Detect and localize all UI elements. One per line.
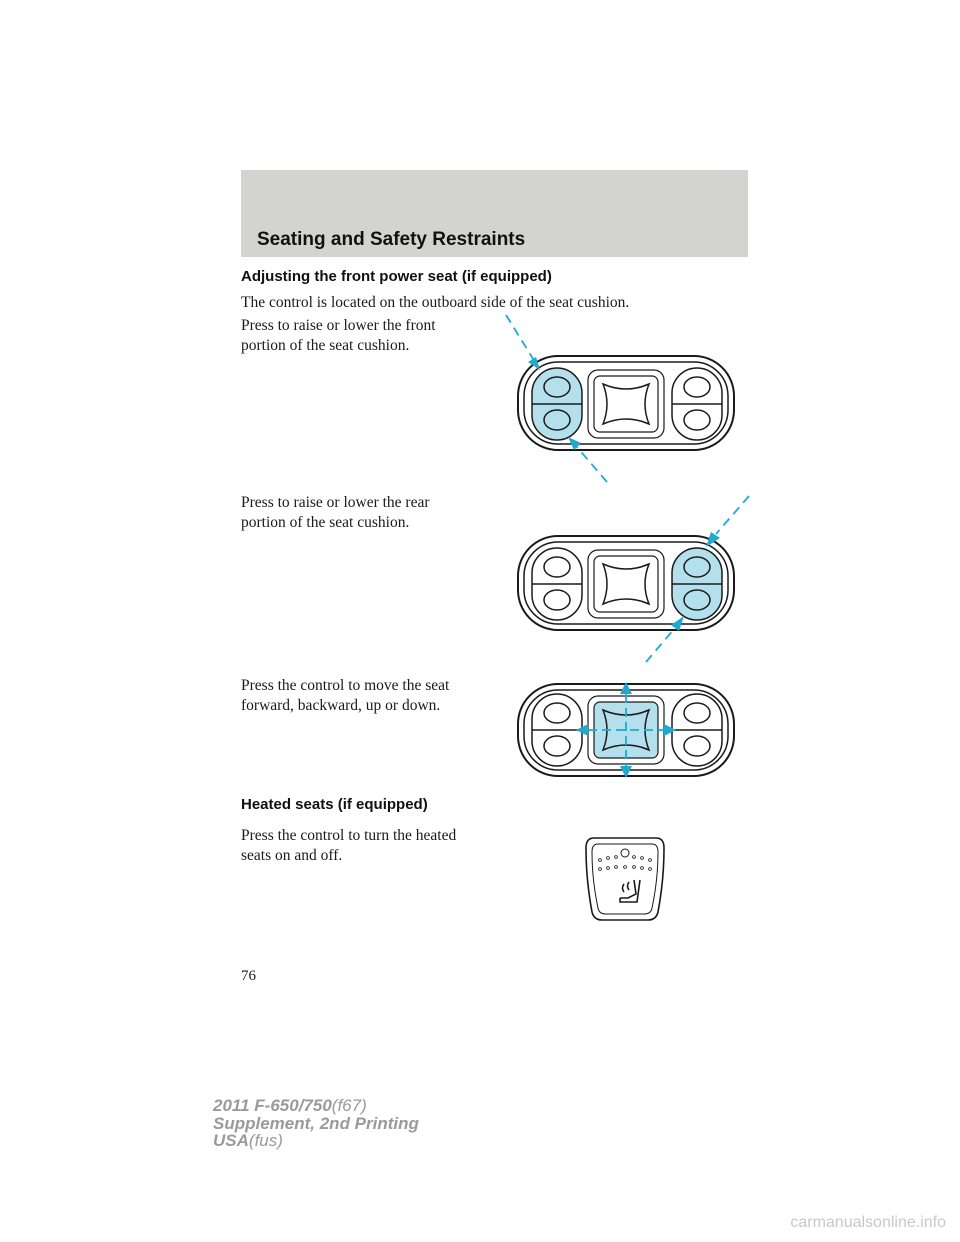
footer-edition: Supplement, 2nd Printing [213, 1113, 419, 1133]
section-title: Seating and Safety Restraints [257, 229, 526, 250]
footer-market: USA [213, 1131, 249, 1150]
watermark: carmanualsonline.info [790, 1214, 946, 1231]
rear-cushion-line-2: portion of the seat cushion. [241, 514, 410, 531]
section-header-band [241, 170, 748, 257]
move-seat-text [241, 676, 496, 716]
power-seat-heading: Adjusting the front power seat (if equipped) [241, 268, 552, 285]
heated-seats-heading: Heated seats (if equipped) [241, 796, 428, 813]
document-footer [213, 1097, 419, 1150]
seat-control-rear-icon [470, 490, 755, 670]
footer-model: 2011 F-650/750 [213, 1096, 332, 1115]
footer-market-code: (fus) [248, 1131, 283, 1150]
heated-seats-line-1: Press the control to turn the heated [241, 827, 457, 844]
rear-cushion-text [241, 493, 496, 533]
rear-cushion-line-1: Press to raise or lower the rear [241, 494, 430, 511]
footer-model-line [213, 1097, 419, 1115]
seat-control-front-icon [470, 310, 750, 490]
heated-seat-button-icon [580, 832, 670, 924]
front-cushion-line-2: portion of the seat cushion. [241, 337, 410, 354]
move-seat-line-1: Press the control to move the seat [241, 677, 450, 694]
heated-seats-text [241, 826, 496, 866]
move-seat-line-2: forward, backward, up or down. [241, 697, 441, 714]
front-cushion-text [241, 316, 496, 356]
front-cushion-line-1: Press to raise or lower the front [241, 317, 436, 334]
seat-control-move-icon [470, 680, 750, 780]
footer-model-code: (f67) [331, 1096, 367, 1115]
footer-market-line [213, 1132, 419, 1150]
heated-seats-line-2: seats on and off. [241, 847, 343, 864]
page-number: 76 [241, 968, 256, 984]
power-seat-intro: The control is located on the outboard side of the seat cushion. [241, 294, 630, 311]
